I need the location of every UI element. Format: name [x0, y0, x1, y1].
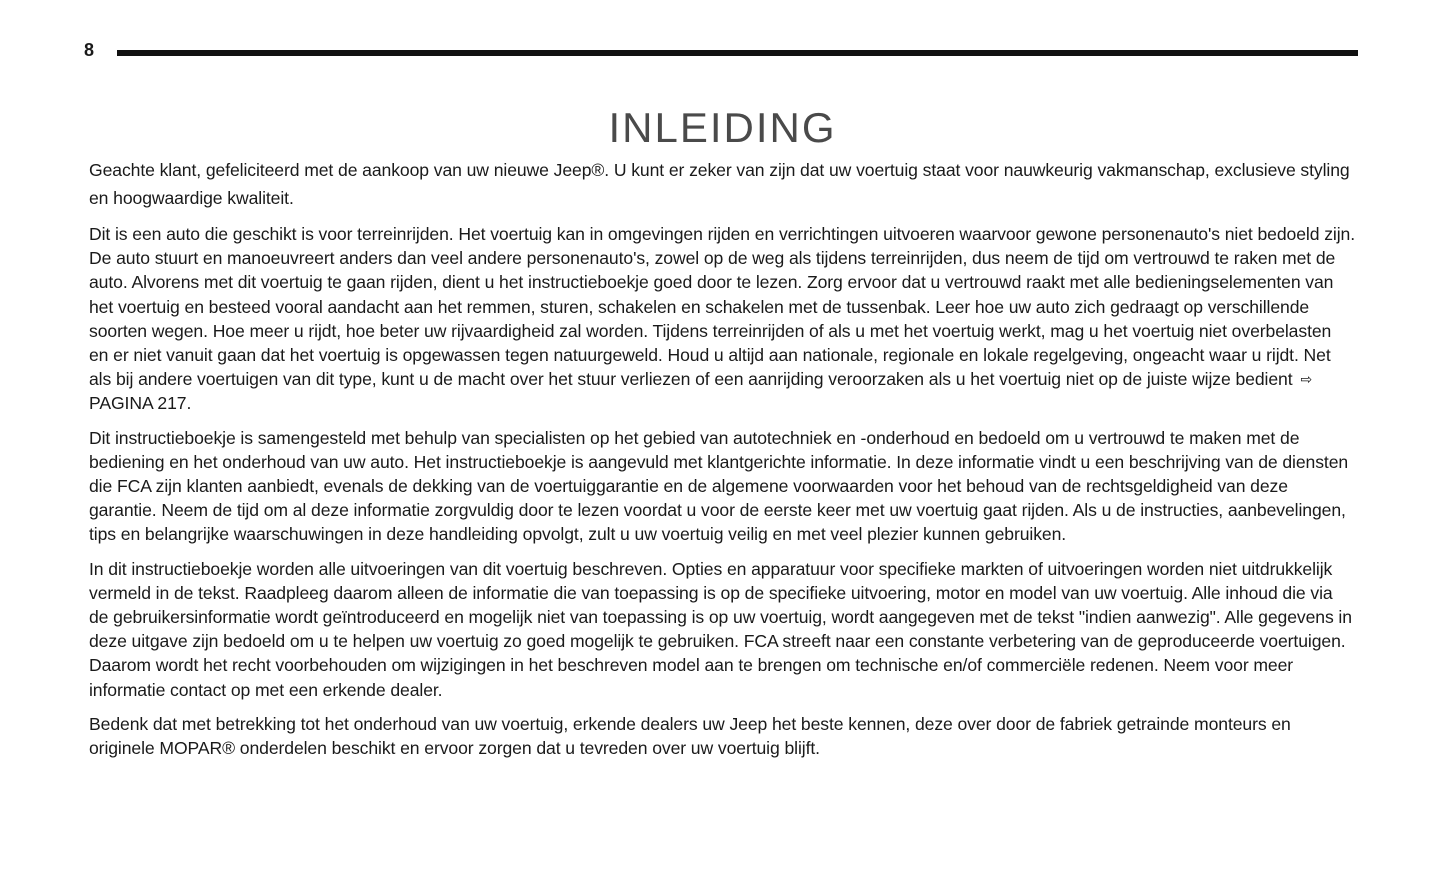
- paragraph-versions: In dit instructieboekje worden alle uitvoeringen van dit voertuig beschreven. Opties en apparatuur voor specifieke markten of uitvoeringen worden niet uitdrukkelijk vermeld in de tekst. Raadpleeg daarom alleen de informatie die van toepassing is op de specifieke uitvoering, motor en model van uw voertuig. Alle inhoud die via de gebruikersinformatie wordt geïntroduceerd en mogelijk niet van toepassing is op uw voertuig, wordt aangegeven met de tekst "indien aanwezig". Alle gegevens in deze uitgave zijn bedoeld om u te helpen uw voertuig zo goed mogelijk te gebruiken. FCA streeft naar een constante verbetering van de geproduceerde voertuigen. Daarom wordt het recht voorbehouden om wijzigingen in het beschreven model aan te brengen om technische en/of commerciële redenen. Neem voor meer informatie contact op met een erkende dealer.: [89, 558, 1352, 700]
- page-number: 8: [84, 40, 95, 60]
- header-rule: [117, 50, 1358, 56]
- body-text: [89, 156, 1355, 770]
- paragraph-welcome: Geachte klant, gefeliciteerd met de aankoop van uw nieuwe Jeep®. U kunt er zeker van zijn dat uw voertuig staat voor nauwkeurig vakmanschap, exclusieve styling en hoogwaardige kwaliteit.: [89, 160, 1350, 208]
- page-reference-link[interactable]: PAGINA 217: [89, 393, 187, 414]
- arrow-right-icon: ⇨: [1300, 371, 1313, 388]
- paragraph-manual: Dit instructieboekje is samengesteld met behulp van specialisten op het gebied van autotechniek en -onderhoud en bedoeld om u vertrouwd te maken met de bediening en het onderhoud van uw auto. Het instructieboekje is aangevuld met klantgerichte informatie. In deze informatie vindt u een beschrijving van de diensten die FCA zijn klanten aanbiedt, evenals de dekking van de voertuiggarantie en de algemene voorwaarden voor het behoud van de rechtsgeldigheid van deze garantie. Neem de tijd om al deze informatie zorgvuldig door te lezen voordat u voor de eerste keer met uw voertuig gaat rijden. Als u de instructies, aanbevelingen, tips en belangrijke waarschuwingen in deze handleiding opvolgt, zult u uw voertuig veilig en met veel plezier kunnen gebruiken.: [89, 427, 1349, 545]
- page-title: INLEIDING: [608, 104, 837, 152]
- paragraph-offroad: [89, 222, 1355, 416]
- paragraph-maintenance: Bedenk dat met betrekking tot het onderhoud van uw voertuig, erkende dealers uw Jeep het beste kennen, deze over door de fabriek getrainde monteurs en originele MOPAR® onderdelen beschikt en ervoor zorgen dat u tevreden over uw voertuig blijft.: [89, 713, 1291, 759]
- paragraph-offroad-end: .: [186, 393, 192, 414]
- paragraph-offroad-text: Dit is een auto die geschikt is voor terreinrijden. Het voertuig kan in omgevingen rijden en verrichtingen uitvoeren waarvoor gewone personenauto's niet bedoeld zijn. De auto stuurt en manoeuvreert anders dan veel andere personenauto's, zowel op de weg als tijdens terreinrijden, dus neem de tijd om vertrouwd te raken met de auto. Alvorens met dit voertuig te gaan rijden, dient u het instructieboekje goed door te lezen. Zorg ervoor dat u vertrouwd raakt met alle bedieningselementen van het voertuig en besteed vooral aandacht aan het remmen, sturen, schakelen en schakelen met de tussenbak. Leer hoe uw auto zich gedraagt op verschillende soorten wegen. Hoe meer u rijdt, hoe beter uw rijvaardigheid zal worden. Tijdens terreinrijden of als u met het voertuig werkt, mag u het voertuig niet overbelasten en er niet vanuit gaan dat het voertuig is opgewassen tegen natuurgeweld. Houd u altijd aan nationale, regionale en lokale regelgeving, ongeacht waar u rijdt. Net als bij andere voertuigen van dit type, kunt u de macht over het stuur verliezen of een aanrijding veroorzaken als u het voertuig niet op de juiste wijze bedient: [89, 224, 1355, 390]
